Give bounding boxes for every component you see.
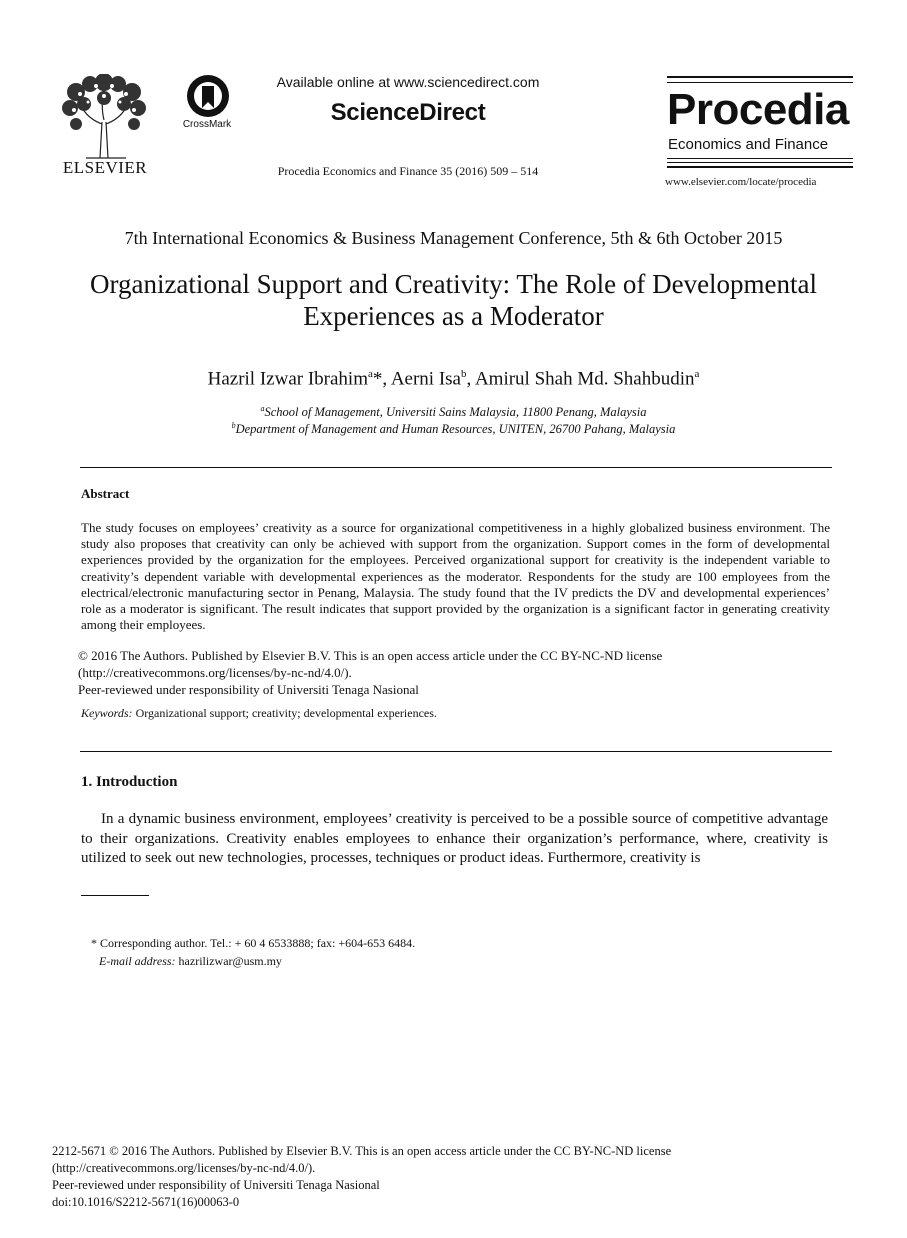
footnote-rule [81,895,149,896]
journal-subtitle: Economics and Finance [668,136,829,153]
title-line: Experiences as a Moderator [303,301,604,331]
article-title [60,268,847,332]
keywords-list: Organizational support; creativity; developmental experiences. [135,706,437,720]
section-body: In a dynamic business environment, employees’ creativity is perceived to be a possible source of competitive advantage to their organizations. Creativity enables employees to enhance their organization’s performance, where, creativity is utilized to seek out new technologies, processes, techniques or product ideas. Furthermore, creativity is [81,811,828,867]
brand-rule [667,158,853,159]
footer-doi[interactable]: doi:10.1016/S2212-5671(16)00063-0 [52,1195,240,1209]
journal-reference: Procedia Economics and Finance 35 (2016) 509 – 514 [277,164,539,178]
corresponding-author-note: * Corresponding author. Tel.: + 60 4 6533888; fax: +604-653 6484. [91,936,416,950]
footer-peer-review: Peer-reviewed under responsibility of Universiti Tenaga Nasional [52,1178,380,1192]
copyright-notice: © 2016 The Authors. Published by Elsevier B.V. This is an open access article under the CC BY-NC-ND license [78,648,663,663]
brand-rule [667,162,853,163]
license-link[interactable]: (http://creativecommons.org/licenses/by-nc-nd/4.0/). [78,665,352,680]
footer-issn-license: 2212-5671 © 2016 The Authors. Published by Elsevier B.V. This is an open access article under the CC BY-NC-ND license [52,1144,672,1158]
title-line: Organizational Support and Creativity: The Role of Developmental [89,269,818,299]
author-name: Hazril Izwar Ibrahim [207,368,368,390]
author-list: Hazril Izwar Ibrahim$^a$*, Aerni Isa$^b$, Amirul Shah Md. Shahbudin$^a$ [207,368,700,390]
brand-rule [667,166,853,168]
corresponding-mark: * [372,368,383,390]
author-affil-mark: a [694,368,700,380]
keywords [81,706,437,721]
footer-license-link[interactable]: (http://creativecommons.org/licenses/by-nc-nd/4.0/). [52,1161,316,1175]
author-affil-mark: b [460,368,467,380]
affiliation-mark: a [260,404,265,413]
abstract-body: The study focuses on employees’ creativity as a source for organizational competitiveness in a highly globalized business environment. The study also proposes that creativity can only be achieved with support from the organization. Support comes in the form of developmental experiences provided by the organization for the employees. Perceived organizational support for creativity is the independent variable to creativity’s dependent variable with developmental experiences as the moderator. Respondents for the study are 100 employees from the electrical/electronic manufacturing sector in Penang, Malaysia. The study found that the IV predicts the DV and developmental experiences’ role as a moderator is significant. The result indicates that support provided by the organization is a significant factor in generating creativity among their employees. [81,520,830,633]
sciencedirect-brand[interactable]: ScienceDirect [330,99,486,126]
email-address[interactable]: hazrilizwar@usm.my [178,954,282,968]
section-heading: 1. Introduction [81,774,178,790]
brand-rule [667,82,853,83]
brand-rule [667,76,853,78]
crossmark-label: CrossMark [182,119,232,130]
email-label: E-mail address: [99,954,176,968]
affiliation [60,404,847,420]
peer-review-notice: Peer-reviewed under responsibility of Universiti Tenaga Nasional [78,682,419,697]
affiliation [60,421,847,437]
affiliation-text: School of Management, Universiti Sains Malaysia, 11800 Penang, Malaysia [264,405,647,420]
journal-brand: Procedia [667,85,849,134]
abstract-heading: Abstract [81,486,130,501]
publisher-name: ELSEVIER [62,158,148,177]
author-name: Aerni Isa [390,368,461,390]
section-divider [80,467,832,468]
section-divider [80,751,832,752]
keywords-label: Keywords: [81,706,133,720]
affiliation-mark: b [231,421,236,430]
available-online-text: Available online at www.sciencedirect.com [276,74,540,90]
affiliation-text: Department of Management and Human Resources, UNITEN, 26700 Pahang, Malaysia [235,422,676,437]
journal-url-link[interactable]: www.elsevier.com/locate/procedia [665,176,817,188]
email-note [99,954,282,969]
author-name: Amirul Shah Md. Shahbudin [474,368,695,390]
author-affil-mark: a [367,368,373,380]
conference-line: 7th International Economics & Business Management Conference, 5th & 6th October 2015 [124,228,783,248]
